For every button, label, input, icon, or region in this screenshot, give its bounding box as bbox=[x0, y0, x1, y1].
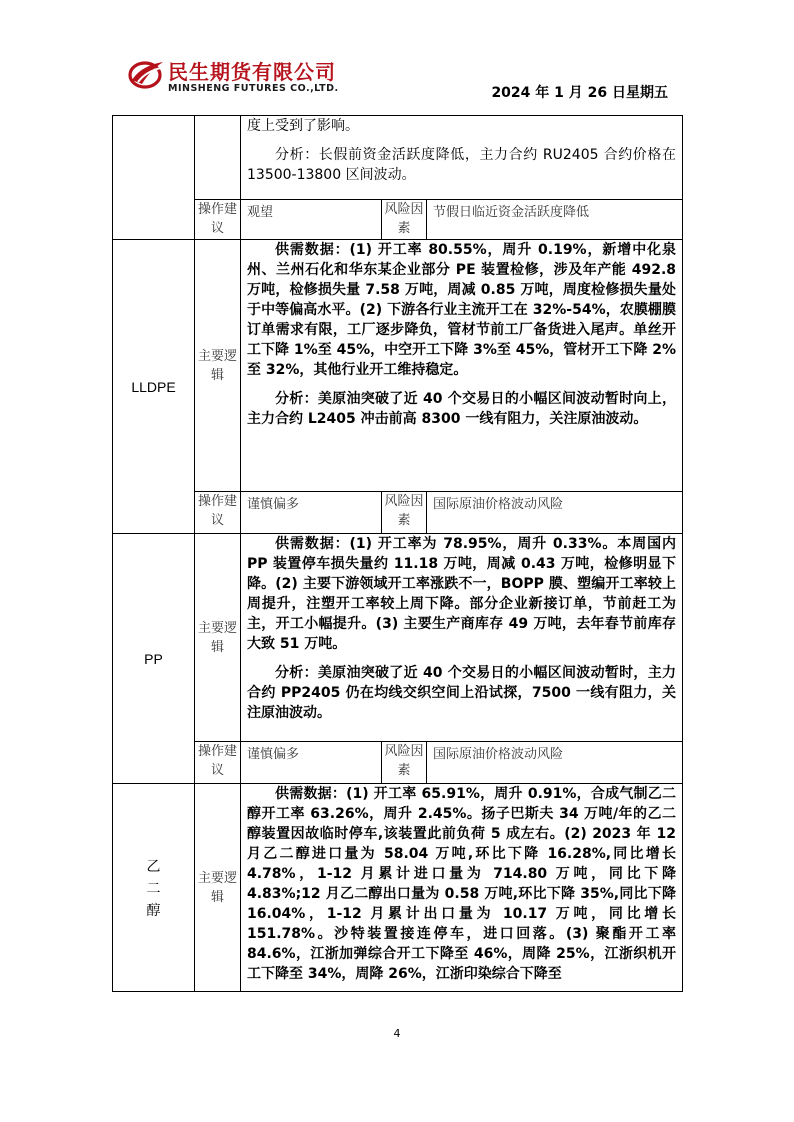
rubber-operation-value: 观望 bbox=[241, 200, 382, 240]
lldpe-analysis-paragraph: 分析：美原油突破了近 40 个交易日的小幅区间波动暂时向上，主力合约 L2405 冲击前高 8300 一线有阻力，关注原油波动。 bbox=[247, 391, 677, 427]
minsheng-logo-icon bbox=[128, 58, 164, 90]
pp-operation-value: 谨慎偏多 bbox=[241, 742, 382, 784]
rubber-risk-value: 节假日临近资金活跃度降低 bbox=[427, 200, 683, 240]
pp-operation-row bbox=[113, 742, 683, 784]
pp-logic-content bbox=[241, 534, 683, 742]
pp-logic-label: 主要逻辑 bbox=[195, 534, 241, 742]
lldpe-logic-label: 主要逻辑 bbox=[195, 240, 241, 492]
meg-category bbox=[113, 784, 195, 992]
company-name-cn: 民生期货有限公司 bbox=[168, 60, 336, 84]
pp-risk-value: 国际原油价格波动风险 bbox=[427, 742, 683, 784]
pp-operation-label: 操作建议 bbox=[195, 742, 241, 784]
report-date: 2024 年 1 月 26 日星期五 bbox=[491, 85, 668, 101]
rubber-logic-content bbox=[241, 116, 683, 200]
pp-supply-demand-paragraph: 供需数据：(1) 开工率为 78.95%，周升 0.33%。本周国内 PP 装置停车损失量约 11.18 万吨，周减 0.43 万吨，检修明显下降。(2) 主要下游领域开工率涨跌不一，BOPP 膜、塑编开工率较上周提升，注塑开工率较上周下降。部分企业新接订单，节前赶工为主，开工小幅提升。(3) 主要生产商库存 49 万吨，去年春节前库存大致 51 万吨。 bbox=[247, 536, 677, 652]
commodity-analysis-table bbox=[112, 115, 683, 992]
rubber-logic-paragraph: 度上受到了影响。 bbox=[247, 118, 359, 134]
pp-category: PP bbox=[113, 534, 195, 784]
lldpe-supply-demand-paragraph: 供需数据：(1) 开工率 80.55%，周升 0.19%，新增中化泉州、兰州石化和华东某企业部分 PE 装置检修，涉及年产能 492.8 万吨，检修损失量 7.58 万吨，周减 0.85 万吨，周度检修损失量处于中等偏高水平。(2) 下游各行业主流开工在 32%-54%，农膜棚膜订单需求有限，工厂逐步降负，管材节前工厂备货进入尾声。单丝开工下降 1%至 45%，中空开工下降 3%至 45%，管材开工下降 2%至 32%，其他行业开工维持稳定。 bbox=[247, 242, 677, 378]
lldpe-category: LLDPE bbox=[113, 240, 195, 534]
lldpe-operation-row bbox=[113, 492, 683, 534]
company-logo bbox=[128, 54, 368, 100]
lldpe-logic-row bbox=[113, 240, 683, 492]
lldpe-risk-label: 风险因素 bbox=[382, 492, 427, 534]
rubber-logic-label-cell bbox=[195, 116, 241, 200]
meg-category-label: 乙二醇 bbox=[146, 857, 161, 918]
lldpe-logic-content bbox=[241, 240, 683, 492]
rubber-risk-label: 风险因素 bbox=[382, 200, 427, 240]
lldpe-operation-value: 谨慎偏多 bbox=[241, 492, 382, 534]
page-number: 4 bbox=[393, 1027, 401, 1040]
pp-analysis-paragraph: 分析：美原油突破了近 40 个交易日的小幅区间波动暂时，主力合约 PP2405 仍在均线交织空间上沿试探，7500 一线有阻力，关注原油波动。 bbox=[247, 665, 677, 721]
pp-risk-label: 风险因素 bbox=[382, 742, 427, 784]
meg-logic-label: 主要逻辑 bbox=[195, 784, 241, 992]
pp-logic-row bbox=[113, 534, 683, 742]
rubber-logic-row bbox=[113, 116, 683, 200]
rubber-analysis-paragraph: 分析：长假前资金活跃度降低，主力合约 RU2405 合约价格在 13500-13800 区间波动。 bbox=[247, 147, 677, 183]
company-name-en: MINSHENG FUTURES CO.,LTD. bbox=[168, 83, 339, 94]
lldpe-operation-label: 操作建议 bbox=[195, 492, 241, 534]
rubber-category-cell bbox=[113, 116, 195, 240]
meg-logic-row bbox=[113, 784, 683, 992]
rubber-operation-row bbox=[113, 200, 683, 240]
lldpe-risk-value: 国际原油价格波动风险 bbox=[427, 492, 683, 534]
meg-supply-demand-paragraph: 供需数据：(1) 开工率 65.91%，周升 0.91%，合成气制乙二醇开工率 63.26%，周升 2.45%。扬子巴斯夫 34 万吨/年的乙二醇装置因故临时停车,该装置此前负荷 5 成左右。(2) 2023 年 12 月乙二醇进口量为 58.04 万吨,环比下降 16.28%,同比增长 4.78%，1-12 月累计进口量为 714.80 万吨，同比下降 4.83%;12 月乙二醇出口量为 0.58 万吨,环比下降 35%,同比下降 16.04%，1-12 月累计出口量为 10.17 万吨，同比增长 151.78%。沙特装置接连停车，进口回落。(3) 聚酯开工率 84.6%，江浙加弹综合开工下降至 46%，周降 25%，江浙织机开工下降至 34%，周降 26%，江浙印染综合下降至 bbox=[247, 786, 677, 982]
rubber-operation-label: 操作建议 bbox=[195, 200, 241, 240]
meg-logic-content bbox=[241, 784, 683, 992]
